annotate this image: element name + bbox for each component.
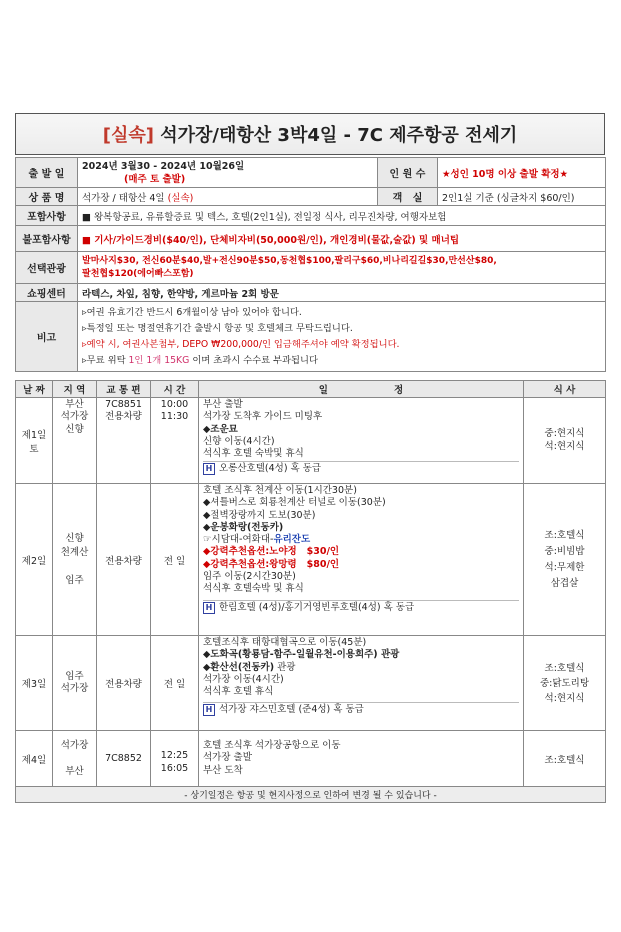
day1-regions (53, 398, 97, 484)
day2-meal-3: 석:무제한 (544, 561, 585, 573)
hotel-icon: H (203, 463, 215, 475)
page-title (15, 113, 605, 155)
day-row-1 (16, 398, 606, 484)
day3-meal-3: 석:현지식 (544, 692, 585, 704)
product-label: 상 품 명 (16, 188, 78, 206)
day2-meal-2: 중:비빔밥 (544, 545, 585, 557)
day3-meal-1: 조:호텔식 (544, 662, 585, 674)
day-row-3 (16, 636, 606, 731)
header-region: 지 역 (53, 381, 97, 398)
option-line-2: 팔천협$120(에어빠스포함) (82, 268, 194, 279)
day3-region-1: 임주 (65, 670, 84, 682)
day2-date: 제2일 (16, 484, 53, 636)
day3-region-2: 석가장 (60, 683, 89, 694)
day4-transport: 7C8852 (97, 731, 151, 787)
day4-region-1: 석가장 (60, 739, 89, 751)
exclude-value: ■ 기사/가이드경비($40/인), 단체비자비(50,000원/인), 개인경비(물값,술값) 및 매너팁 (78, 226, 606, 252)
day2-line-1: 호텔 조식후 천계산 이동(1시간30분) (203, 485, 357, 496)
option-label: 선택관광 (16, 252, 78, 284)
day1-date: 제1일 토 (16, 398, 53, 484)
day3-line-1: 호텔조식후 태항대협곡으로 이동(45분) (203, 637, 367, 648)
note-4-b: 1인 1개 15KG (128, 354, 190, 366)
day3-time: 전 일 (151, 636, 199, 731)
day2-meals (524, 484, 606, 636)
day4-line-2: 석가장 출발 (203, 752, 252, 764)
day3-regions (53, 636, 97, 731)
day3-hotel-name: 석가장 쟈스민호텔 (준4성) 혹 동급 (219, 704, 364, 716)
hotel-icon: H (203, 602, 215, 614)
day1-times (151, 398, 199, 484)
day4-region-2: 부산 (65, 765, 84, 777)
day3-line-3 (203, 662, 519, 674)
departure-label: 출 발 일 (16, 158, 78, 188)
note-4 (82, 353, 601, 369)
day-row-2 (16, 484, 606, 636)
day4-line-3: 부산 도착 (203, 764, 243, 776)
day1-flight: 7C8851 (105, 399, 142, 410)
day3-hotel (203, 702, 519, 716)
day1-transport (97, 398, 151, 484)
info-table (15, 157, 606, 372)
day2-hotel-name: 한림호텔 (4성)/홍기거영빈루호텔(4성) 혹 동급 (219, 601, 415, 613)
day3-line-3-b: 관광 (274, 661, 296, 673)
headcount-value: ★성인 10명 이상 출발 확정★ (438, 158, 606, 188)
include-value: ■ 왕복항공료, 유류할증료 및 텍스, 호텔(2인1실), 전일정 식사, 리무진차량, 여행자보험 (78, 206, 606, 226)
include-label: 포함사항 (16, 206, 78, 226)
option-line-1: 발마사지$30, 전신60분$40,발+전신90분$50,동천협$100,팔리구$60,비나리길길$30,만선산$80, (82, 255, 497, 266)
day1-time-2: 11:30 (160, 411, 189, 423)
day4-schedule (199, 731, 524, 787)
schedule-table (15, 380, 606, 803)
day4-regions (53, 731, 97, 787)
day2-region-1: 신향 (65, 532, 84, 544)
note-cell (78, 302, 606, 372)
day2-region-2: 천계산 (60, 546, 89, 558)
day3-line-4: 석가장 이동(4시간) (203, 673, 284, 685)
day2-line-5 (203, 534, 519, 546)
room-value: 2인1실 기준 (싱글차지 $60/인) (438, 188, 606, 206)
shop-label: 쇼핑센터 (16, 284, 78, 302)
day2-meal-1: 조:호텔식 (544, 529, 585, 541)
departure-note: (매주 토 출발) (124, 173, 186, 185)
day2-region-3: 임주 (65, 574, 84, 586)
day1-line-5: 석식후 호텔 숙박및 휴식 (203, 448, 304, 460)
day2-hotel (203, 600, 519, 614)
departure-cell (78, 158, 378, 188)
day1-region-1: 부산 (65, 399, 84, 410)
day1-meal-1: 중:현지식 (544, 428, 585, 440)
day1-meals (524, 398, 606, 484)
day4-times (151, 731, 199, 787)
day4-meals: 조:호텔식 (524, 731, 606, 787)
day2-schedule (199, 484, 524, 636)
product-cell (78, 188, 378, 206)
day3-date: 제3일 (16, 636, 53, 731)
day2-line-3: ◆절벽장랑까지 도보(30분) (203, 509, 316, 521)
day2-line-9: 석식후 호텔숙박 및 휴식 (203, 583, 304, 595)
day2-time: 전 일 (151, 484, 199, 636)
departure-dates: 2024년 3월30 - 2024년 10월26일 (82, 160, 245, 172)
note-label: 비고 (16, 302, 78, 372)
day2-transport: 전용차량 (97, 484, 151, 636)
note-1: ▹여권 유효기간 반드시 6개월이상 남아 있어야 합니다. (82, 306, 302, 318)
day3-meals (524, 636, 606, 731)
headcount-label: 인 원 수 (378, 158, 438, 188)
day2-line-8: 임주 이동(2시간30분) (203, 571, 296, 583)
day1-vehicle: 전용차량 (105, 411, 142, 423)
header-schedule: 일 정 (199, 381, 524, 398)
header-time: 시 간 (151, 381, 199, 398)
day2-line-5-b: 유리잔도 (273, 534, 311, 546)
option-cell (78, 252, 606, 284)
day3-line-5: 석식후 호텔 휴식 (203, 686, 274, 698)
day4-line-1: 호텔 조식후 석가장공항으로 이동 (203, 740, 341, 752)
note-2: ▹특정일 또는 명절연휴기간 출발시 항공 및 호텔체크 무탁드립니다. (82, 322, 353, 334)
day2-line-6: ◆강력추천옵션:노야정 $30/인 (203, 546, 340, 558)
product-name: 석가장 / 태항산 4일 (82, 192, 168, 204)
exclude-label: 불포함사항 (16, 226, 78, 252)
itinerary-sheet (15, 113, 605, 803)
day1-line-4: 신향 이동(4시간) (203, 435, 275, 447)
day2-meal-4: 삼겹살 (550, 577, 579, 589)
hotel-icon: H (203, 704, 215, 716)
note-4-a: ▹무료 위탁 (82, 354, 129, 366)
day2-line-5-a: ☞시담대-여화대- (203, 534, 274, 546)
room-label: 객 실 (378, 188, 438, 206)
day2-line-2: ◆셔틀버스로 회룡천계산 터널로 이동(30분) (203, 497, 386, 509)
note-3: ▹예약 시, 여권사본첨부, DEPO ₩200,000/인 입금해주셔야 예약 확정됩니다. (82, 338, 400, 350)
title-text: 석가장/태항산 3박4일 - 7C 제주항공 전세기 (153, 125, 518, 146)
day4-time-2: 16:05 (160, 762, 189, 774)
day2-line-7: ◆강력추천옵션:왕망령 $80/인 (203, 558, 340, 570)
note-4-c: 이며 초과시 수수료 부과됩니다 (189, 354, 318, 366)
day1-region-2: 석가장 (60, 411, 89, 423)
day-row-4 (16, 731, 606, 787)
day3-transport: 전용차량 (97, 636, 151, 731)
day1-line-2: 석가장 도착후 가이드 미팅후 (203, 411, 323, 423)
header-transport: 교 통 편 (97, 381, 151, 398)
day4-time-1: 12:25 (160, 750, 189, 762)
day1-line-3: ◆조운묘 (203, 423, 238, 435)
day1-region-3: 신향 (65, 423, 84, 435)
day1-line-1: 부산 출발 (203, 399, 243, 410)
footer-row (16, 787, 606, 803)
day3-schedule (199, 636, 524, 731)
day2-regions (53, 484, 97, 636)
product-tag: (실속) (167, 192, 194, 204)
day3-line-3-a: ◆환산선(전동카) (203, 661, 275, 673)
day1-meal-2: 석:현지식 (544, 440, 585, 452)
shop-value: 라텍스, 차잎, 침향, 한약방, 게르마늄 2회 방문 (78, 284, 606, 302)
header-date: 날 짜 (16, 381, 53, 398)
day1-hotel-name: 오롱산호텔(4성) 혹 동급 (219, 463, 322, 475)
title-tag: [실속] (102, 125, 154, 146)
day1-time-1: 10:00 (160, 399, 189, 410)
day1-schedule (199, 398, 524, 484)
day1-hotel (203, 461, 519, 475)
day2-line-4: ◆운봉화랑(전동카) (203, 521, 284, 533)
day3-line-2: ◆도화곡(황룡담-함주-일월유천-이용희주) 관광 (203, 649, 400, 661)
day4-date: 제4일 (16, 731, 53, 787)
day3-meal-2: 중:닭도리탕 (539, 677, 590, 689)
header-meals: 식 사 (524, 381, 606, 398)
footer-note: - 상기일정은 항공 및 현지사정으로 인하여 변경 될 수 있습니다 - (16, 787, 606, 803)
